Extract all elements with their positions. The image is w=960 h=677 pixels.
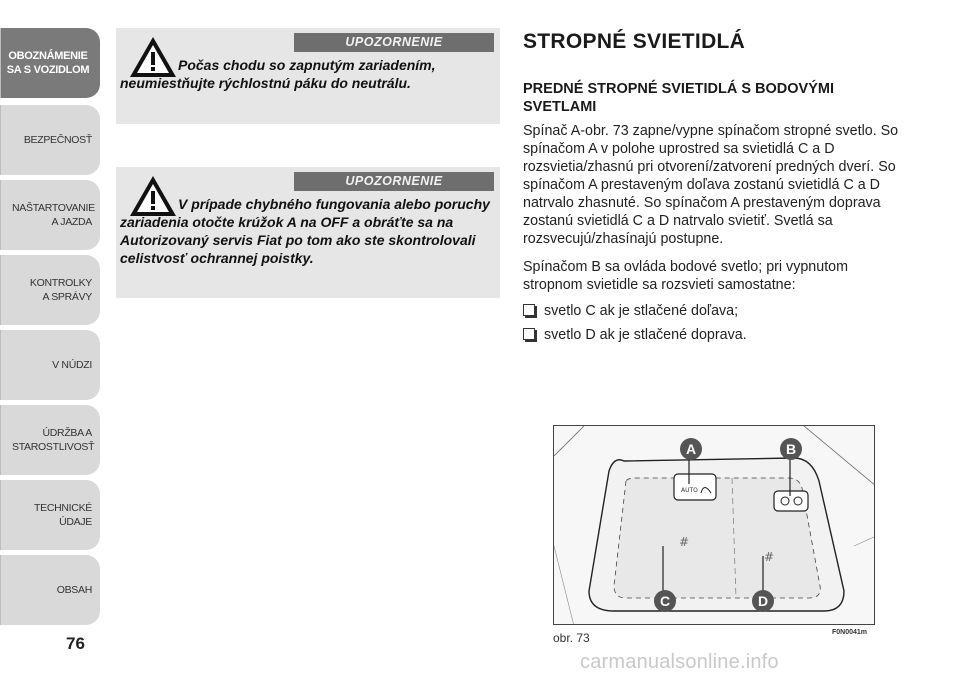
tab-nastartovanie[interactable]: NAŠTARTOVANIE A JAZDA [0, 180, 100, 250]
tab-kontrolky[interactable]: KONTROLKY A SPRÁVY [0, 255, 100, 325]
warning-box-2 [116, 167, 500, 298]
tab-udrzba[interactable]: ÚDRŽBA A STAROSTLIVOSŤ [0, 405, 100, 475]
tab-bezpecnost[interactable]: BEZPEČNOSŤ [0, 105, 100, 175]
svg-text:#: # [764, 550, 775, 564]
tab-oboznamenie[interactable]: OBOZNÁMENIE SA S VOZIDLOM [0, 28, 100, 98]
warning-banner: UPOZORNENIE [294, 172, 494, 191]
warning-text: Počas chodu so zapnutým zariadením, neumiestňujte rýchlostnú páku do neutrálu. [120, 57, 436, 91]
page-number: 76 [66, 634, 85, 653]
paragraph-1: Spínač A-obr. 73 zapne/vypne spínačom stropné svetlo. So spínačom A v polohe uprostred sa svietidlá C a D rozsvietia/zhasnú pri otvorení/zatvorení predných dverí. So spínačom A prestaveným doľava zostanú svietidlá C a D natrvalo zhasnuté. So spínačom A prestaveným doprava zostanú svietidlá C a D natrvalo svietiť. Svetlá sa rozsvecujú/zhasínajú postupne. [523, 123, 899, 247]
section-title: STROPNÉ SVIETIDLÁ [523, 30, 746, 53]
callout-a: A [685, 441, 697, 457]
svg-text:AUTO: AUTO [681, 487, 698, 494]
warning-box-1 [116, 28, 500, 124]
figure-ceiling-light [553, 425, 875, 625]
watermark: carmanualsonline.info [580, 651, 779, 673]
list-item: svetlo D ak je stlačené doprava. [523, 326, 747, 344]
callout-c: C [659, 593, 671, 609]
warning-banner: UPOZORNENIE [294, 33, 494, 52]
warning-text: V prípade chybného fungovania alebo poruchy zariadenia otočte krúžok A na OFF a obráťte sa na Autorizovaný servis Fiat po tom ako ste skontrolovali celistvosť ochrannej poistky. [120, 196, 490, 266]
tab-v-nudzi[interactable]: V NÚDZI [0, 330, 100, 400]
tab-obsah[interactable]: OBSAH [0, 555, 100, 625]
checkbox-bullet-icon [523, 304, 535, 316]
subsection-title: PREDNÉ STROPNÉ SVIETIDLÁ S BODOVÝMI SVETLAMI [523, 81, 834, 115]
figure-code: F0N0041m [832, 629, 868, 636]
figure-caption: obr. 73 [553, 631, 590, 645]
ceiling-light-illustration [554, 426, 875, 625]
paragraph-2: Spínačom B sa ovláda bodové svetlo; pri vypnutom stropnom svietidle sa rozsvieti samostatne: [523, 259, 849, 293]
checkbox-bullet-icon [523, 328, 535, 340]
list-item: svetlo C ak je stlačené doľava; [523, 302, 738, 320]
svg-text:#: # [679, 535, 690, 549]
callout-b: B [785, 441, 797, 457]
tab-technicke[interactable]: TECHNICKÉ ÚDAJE [0, 480, 100, 550]
callout-d: D [757, 593, 769, 609]
